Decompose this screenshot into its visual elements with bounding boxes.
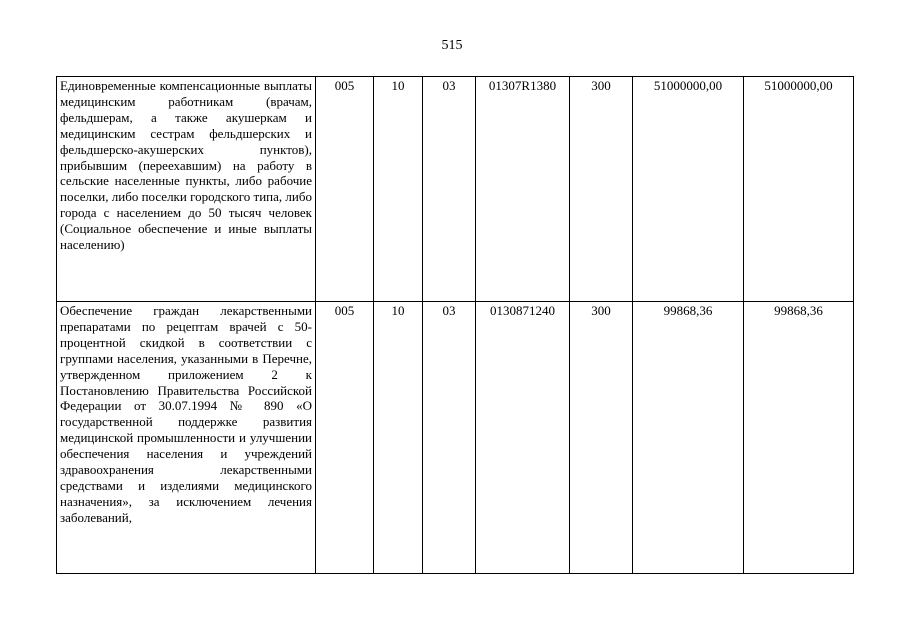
budget-table bbox=[56, 76, 854, 574]
table-row bbox=[57, 302, 854, 574]
expense-type-code: 300 bbox=[570, 302, 633, 574]
target-article-code: 01307R1380 bbox=[476, 77, 570, 302]
section-code: 10 bbox=[374, 77, 423, 302]
amount-2: 99868,36 bbox=[744, 302, 854, 574]
table-row bbox=[57, 77, 854, 302]
amount-1: 51000000,00 bbox=[633, 77, 744, 302]
target-article-code: 0130871240 bbox=[476, 302, 570, 574]
expense-type-code: 300 bbox=[570, 77, 633, 302]
row-description: Обеспечение граждан лекарственными препаратами по рецептам врачей с 50-процентной скидкой в соответствии с группами населения, указанными в Перечне, утвержденном приложением 2 к Постановлению Правительства Российской Федерации от 30.07.1994 № 890 «О государственной поддержке развития медицинской промышленности и улучшении обеспечения населения и учреждений здравоохранения лекарственными средствами и изделиями медицинского назначения», за исключением лечения заболеваний, bbox=[57, 302, 316, 574]
amount-2: 51000000,00 bbox=[744, 77, 854, 302]
section-code: 10 bbox=[374, 302, 423, 574]
row-description: Единовременные компенсационные выплаты медицинским работникам (врачам, фельдшерам, а также акушеркам и медицинским сестрам фельдшерских и фельдшерско-акушерских пунктов), прибывшим (переехавшим) на работу в сельские населенные пункты, либо рабочие поселки, либо поселки городского типа, либо города с населением до 50 тысяч человек (Социальное обеспечение и иные выплаты населению) bbox=[57, 77, 316, 302]
ministry-code: 005 bbox=[316, 77, 374, 302]
ministry-code: 005 bbox=[316, 302, 374, 574]
amount-1: 99868,36 bbox=[633, 302, 744, 574]
subsection-code: 03 bbox=[423, 302, 476, 574]
subsection-code: 03 bbox=[423, 77, 476, 302]
page-number: 515 bbox=[441, 38, 463, 53]
